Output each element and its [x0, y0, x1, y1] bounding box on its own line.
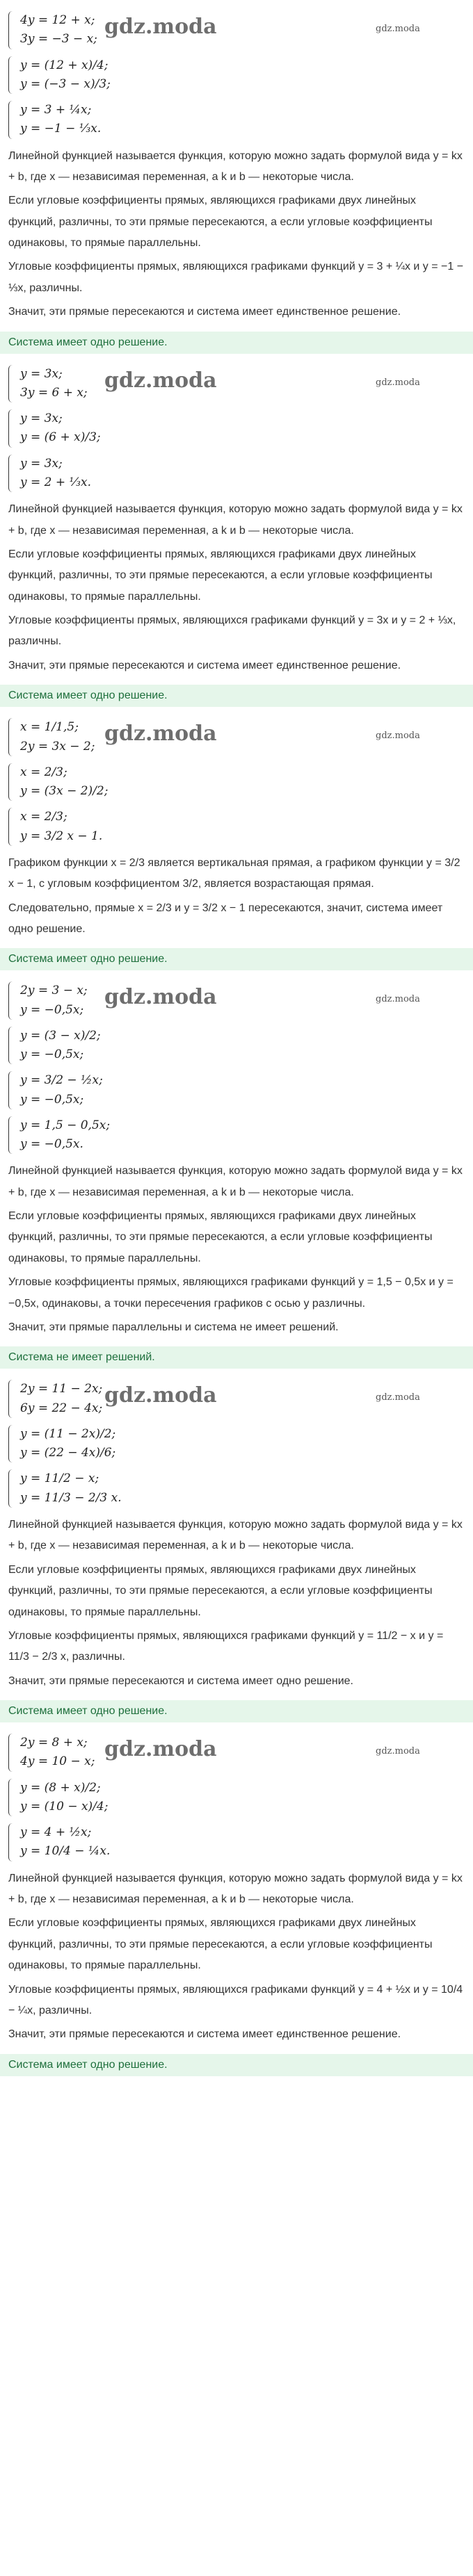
solution-section	[0, 707, 473, 945]
equation-line: y = (8 + x)/2;	[20, 1780, 101, 1795]
watermark: gdz.moda	[376, 1746, 420, 1757]
equation-system	[8, 1116, 466, 1155]
explanation-paragraph: Угловые коэффициенты прямых, являющихся графиками функций y = 11/2 − x и y = 11/3 − 2/3 x, различны.	[8, 1629, 444, 1663]
equation-system	[8, 1027, 466, 1065]
explanation-paragraph: Линейной функцией называется функция, которую можно задать формулой вида y = kx + b, где x — независимая переменная, а k и b — некоторые числа.	[8, 1165, 463, 1198]
watermark: gdz.moda	[376, 377, 420, 388]
answer-banner: Система не имеет решений.	[0, 1346, 473, 1369]
brace	[8, 1071, 15, 1109]
explanation-paragraph: Если угловые коэффициенты прямых, являющихся графиками двух линейных функций, различны, то эти прямые пересекаются, а если угловые коэффициенты одинаковы, то прямые параллельны.	[8, 1917, 433, 1972]
explanation-paragraph: Если угловые коэффициенты прямых, являющихся графиками двух линейных функций, различны, то эти прямые пересекаются, а если угловые коэффициенты одинаковы, то прямые параллельны.	[8, 1563, 433, 1618]
answer-banner: Система имеет одно решение.	[0, 332, 473, 354]
equation-system	[8, 11, 466, 49]
explanation-paragraph: Линейной функцией называется функция, которую можно задать формулой вида y = kx + b, где x — независимая переменная, а k и b — некоторые числа.	[8, 149, 463, 183]
watermark: gdz.moda	[376, 731, 420, 742]
equation-system	[8, 981, 466, 1020]
explanation-paragraph: Если угловые коэффициенты прямых, являющихся графиками двух линейных функций, различны, то эти прямые пересекаются, а если угловые коэффициенты одинаковы, то прямые параллельны.	[8, 548, 433, 603]
explanation-paragraph: Линейной функцией называется функция, которую можно задать формулой вида y = kx + b, где x — независимая переменная, а k и b — некоторые числа.	[8, 503, 463, 537]
explanation-paragraph: Угловые коэффициенты прямых, являющихся графиками функций y = 4 + ½x и y = 10/4 − ¼x, различны.	[8, 1983, 463, 2016]
answer-banner: Система имеет одно решение.	[0, 2054, 473, 2076]
equation-line: y = 3x;	[20, 366, 63, 381]
equation-line: y = (3x − 2)/2;	[20, 784, 109, 798]
equation-line: y = (22 − 4x)/6;	[20, 1446, 116, 1460]
equation-line: x = 2/3;	[20, 810, 67, 824]
brace	[8, 11, 15, 49]
equation-line: 2y = 3x − 2;	[20, 739, 95, 753]
equation-line: y = (3 − x)/2;	[20, 1028, 101, 1043]
watermark: gdz.moda	[104, 1737, 217, 1762]
equation-line: y = 3 + ¼x;	[20, 103, 92, 117]
explanation-paragraph: Линейной функцией называется функция, которую можно задать формулой вида y = kx + b, где x — независимая переменная, а k и b — некоторые числа.	[8, 1872, 463, 1905]
equation-system	[8, 101, 466, 139]
answer-banner: Система имеет одно решение.	[0, 948, 473, 970]
solution-section	[0, 970, 473, 1344]
equation-system	[8, 1823, 466, 1861]
equation-line: y = 3/2 x − 1.	[20, 829, 103, 843]
equation-system	[8, 56, 466, 95]
brace	[8, 718, 15, 756]
watermark: gdz.moda	[376, 1392, 420, 1403]
explanation-paragraph: Графиком функции x = 2/3 является вертикальная прямая, а графиком функции y = 3/2 x − 1, с угловым коэффициентом 3/2, является возрастающая прямая.	[8, 856, 460, 890]
explanation-paragraph: Следовательно, прямые x = 2/3 и y = 3/2 x − 1 пересекаются, значит, система имеет одно решение.	[8, 902, 443, 935]
equation-system	[8, 455, 466, 493]
explanation-paragraph: Значит, эти прямые пересекаются и система имеет единственное решение.	[8, 2028, 401, 2041]
equation-line: y = −0,5x;	[20, 1047, 84, 1062]
equation-line: y = (11 − 2x)/2;	[20, 1426, 116, 1441]
equation-line: y = 3/2 − ½x;	[20, 1073, 103, 1088]
brace	[8, 1469, 15, 1508]
equation-line: 4y = 10 − x;	[20, 1754, 95, 1769]
brace	[8, 365, 15, 403]
equation-line: y = 11/3 − 2/3 x.	[20, 1490, 122, 1505]
watermark: gdz.moda	[376, 24, 420, 34]
equation-line: y = −1 − ⅓x.	[20, 122, 102, 136]
equation-system	[8, 409, 466, 448]
equation-line: y = (−3 − x)/3;	[20, 76, 111, 91]
equation-line: y = (6 + x)/3;	[20, 430, 101, 445]
equation-line: y = −0,5x.	[20, 1137, 83, 1152]
equation-system	[8, 1425, 466, 1463]
equation-system	[8, 1380, 466, 1418]
equation-line: y = 3x;	[20, 456, 63, 471]
explanation-paragraph: Угловые коэффициенты прямых, являющихся графиками функций y = 3x и y = 2 + ⅓x, различны.	[8, 614, 456, 648]
equation-system	[8, 365, 466, 403]
equation-system	[8, 1779, 466, 1817]
brace	[8, 1116, 15, 1155]
watermark: gdz.moda	[104, 1383, 217, 1408]
brace	[8, 1734, 15, 1772]
equation-system	[8, 1071, 466, 1109]
brace	[8, 981, 15, 1020]
watermark: gdz.moda	[376, 994, 420, 1005]
solution-section	[0, 0, 473, 329]
explanation-paragraph: Линейной функцией называется функция, которую можно задать формулой вида y = kx + b, где x — независимая переменная, а k и b — некоторые числа.	[8, 1518, 463, 1552]
explanation-paragraph: Значит, эти прямые пересекаются и система имеет одно решение.	[8, 1674, 353, 1687]
brace	[8, 763, 15, 801]
answer-banner: Система имеет одно решение.	[0, 685, 473, 707]
equation-line: 3y = 6 + x;	[20, 385, 88, 400]
watermark: gdz.moda	[104, 15, 217, 39]
equation-line: y = 10/4 − ¼x.	[20, 1844, 111, 1859]
equation-line: x = 2/3;	[20, 765, 67, 779]
equation-line: y = (10 − x)/4;	[20, 1799, 109, 1813]
brace	[8, 1380, 15, 1418]
equation-line: 2y = 11 − 2x;	[20, 1382, 103, 1396]
brace	[8, 101, 15, 139]
equation-line: y = 1,5 − 0,5x;	[20, 1118, 111, 1132]
equation-system	[8, 1734, 466, 1772]
brace	[8, 808, 15, 846]
equation-line: y = 4 + ½x;	[20, 1825, 92, 1840]
solution-section	[0, 354, 473, 683]
answer-banner: Система имеет одно решение.	[0, 1700, 473, 1722]
explanation-paragraph: Угловые коэффициенты прямых, являющихся графиками функций y = 3 + ¼x и y = −1 − ⅓x, различны.	[8, 261, 464, 294]
equation-line: 3y = −3 − x;	[20, 32, 97, 47]
watermark: gdz.moda	[104, 368, 217, 393]
equation-line: y = 2 + ⅓x.	[20, 475, 91, 489]
equation-system	[8, 763, 466, 801]
brace	[8, 1425, 15, 1463]
watermark: gdz.moda	[104, 722, 217, 747]
equation-line: y = 3x;	[20, 411, 63, 426]
brace	[8, 409, 15, 448]
equation-line: y = (12 + x)/4;	[20, 58, 109, 72]
equation-line: 2y = 3 − x;	[20, 984, 88, 998]
brace	[8, 455, 15, 493]
equation-line: 2y = 8 + x;	[20, 1736, 88, 1750]
explanation-paragraph: Угловые коэффициенты прямых, являющихся графиками функций y = 1,5 − 0,5x и y = −0,5x, одинаковы, а точки пересечения графиков с осью y различны.	[8, 1276, 454, 1310]
explanation-paragraph: Если угловые коэффициенты прямых, являющихся графиками двух линейных функций, различны, то эти прямые пересекаются, а если угловые коэффициенты одинаковы, то прямые параллельны.	[8, 1210, 433, 1264]
solution-section	[0, 1722, 473, 2051]
equation-line: 6y = 22 − 4x;	[20, 1401, 103, 1415]
explanation-paragraph: Значит, эти прямые пересекаются и система имеет единственное решение.	[8, 659, 401, 671]
watermark: gdz.moda	[104, 985, 217, 1010]
brace	[8, 1779, 15, 1817]
explanation-paragraph: Значит, эти прямые параллельны и система не имеет решений.	[8, 1321, 339, 1334]
brace	[8, 1823, 15, 1861]
equation-system	[8, 808, 466, 846]
equation-line: x = 1/1,5;	[20, 720, 79, 735]
equation-system	[8, 1469, 466, 1508]
brace	[8, 56, 15, 95]
equation-line: 4y = 12 + x;	[20, 13, 95, 27]
equation-line: y = −0,5x;	[20, 1002, 84, 1017]
equation-line: y = −0,5x;	[20, 1092, 84, 1107]
solution-section	[0, 1369, 473, 1697]
equation-system	[8, 718, 466, 756]
brace	[8, 1027, 15, 1065]
explanation-paragraph: Значит, эти прямые пересекаются и система имеет единственное решение.	[8, 306, 401, 318]
explanation-paragraph: Если угловые коэффициенты прямых, являющихся графиками двух линейных функций, различны, то эти прямые пересекаются, а если угловые коэффициенты одинаковы, то прямые параллельны.	[8, 195, 433, 250]
equation-line: y = 11/2 − x;	[20, 1472, 99, 1486]
